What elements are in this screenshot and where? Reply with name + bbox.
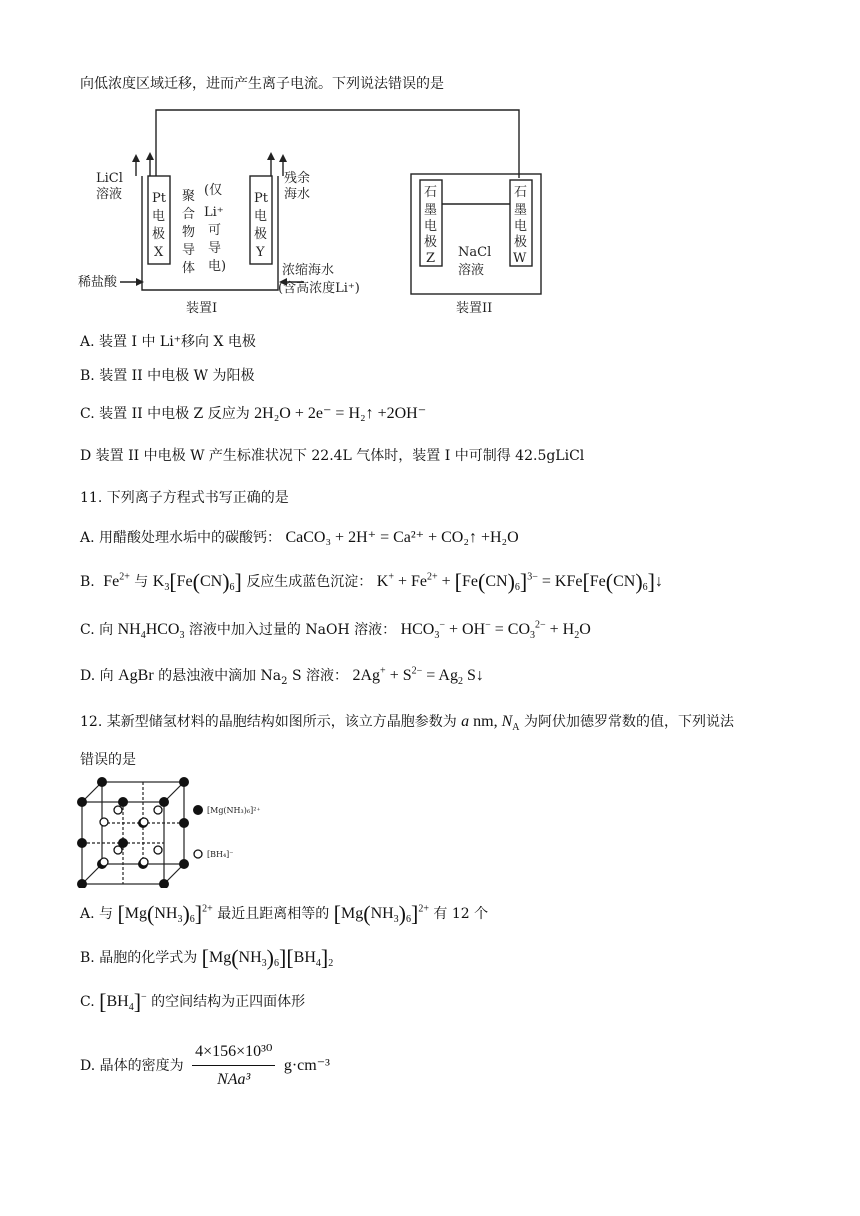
w-1: 石 (514, 185, 528, 200)
q11-a-prefix: A. 用醋酸处理水垢中的碳酸钙： (80, 530, 282, 546)
w-3: 电 (514, 219, 528, 234)
residual-label: 残余 (284, 171, 311, 186)
legend-mg: [Mg(NH₃)₆]²⁺ (207, 806, 261, 815)
licl-label: LiCl (96, 171, 123, 186)
q10-option-b: B. 装置 II 中电极 W 为阳极 (80, 368, 255, 384)
conc-note-label: (含高浓度Li⁺) (278, 281, 360, 296)
dilute-acid-label: 稀盐酸 (78, 275, 118, 290)
x-pt: Pt (152, 191, 166, 206)
z-3: 电 (424, 219, 438, 234)
q11-option-a (80, 528, 519, 548)
y-letter: Y (256, 245, 265, 260)
q10-c-prefix: C. 装置 II 中电极 Z 反应为 (80, 406, 250, 422)
z-1: 石 (424, 185, 438, 200)
w-2: 墨 (514, 203, 528, 218)
density-numerator: 4×156×10³⁰ (192, 1040, 275, 1066)
density-fraction (192, 1040, 275, 1092)
q12-option-a: A. 与 $[Mg(NH_3)_6]^{2+}$ 最近且距离相等的 $[Mg(NH_3)_6]^{2+}$ 有 12 个 (80, 901, 489, 926)
lionly-4: 导 (208, 241, 222, 256)
w-5: W (513, 251, 527, 266)
q11-d-prefix: D. 向 (80, 668, 114, 684)
q11-option-d: D. 向 AgBr 的悬浊液中滴加 $Na_2$ S 溶液： $2Ag^+ + S^{2-} = Ag_2$ S↓ (80, 665, 484, 688)
device-2-label: 装置II (456, 301, 493, 316)
electrochem-diagram (76, 104, 556, 320)
q10-option-c (80, 404, 426, 424)
density-unit: g·cm⁻³ (283, 1057, 330, 1074)
q11-d-mid2: S 溶液： (287, 668, 349, 684)
q10-c-equation: 2H₂O + 2e⁻ = H₂↑ +2OH⁻ (254, 405, 427, 422)
nacl-2: 溶液 (458, 263, 485, 278)
z-4: 极 (424, 235, 438, 250)
q10-option-a: A. 装置 I 中 Li⁺移向 X 电极 (80, 334, 256, 350)
poly-3: 物 (182, 225, 196, 240)
q12-stem1b: 为阿伏加德罗常数的值，下列说法 (523, 714, 734, 730)
lionly-1: (仅 (204, 183, 223, 198)
q10-option-d: D 装置 II 中电极 W 产生标准状况下 22.4L 气体时，装置 I 中可制得 42.5gLiCl (80, 448, 585, 464)
z-5: Z (426, 251, 436, 266)
q11-c-prefix: C. 向 (80, 622, 114, 638)
crystal-cell-diagram (76, 776, 276, 888)
poly-4: 导 (182, 243, 196, 258)
lionly-3: 可 (208, 223, 222, 238)
q11-stem: 11. 下列离子方程式书写正确的是 (80, 490, 289, 506)
intro-text: 向低浓度区域迁移，进而产生离子电流。下列说法错误的是 (80, 76, 444, 92)
q12-option-d (80, 1040, 330, 1092)
seawater-label: 海水 (284, 187, 311, 202)
q12-stem1: 12. 某新型储氢材料的晶胞结构如图所示，该立方晶胞参数为 (80, 714, 457, 730)
q12-option-b: B. 晶胞的化学式为 $[Mg(NH_3)_6][BH_4]_2$ (80, 945, 334, 970)
q12-c-prefix: C. (80, 994, 95, 1010)
y-pt: Pt (254, 191, 268, 206)
density-denominator: NAa³ (217, 1071, 251, 1088)
q12-b-prefix: B. 晶胞的化学式为 (80, 950, 198, 966)
lionly-5: 电) (208, 259, 227, 274)
poly-1: 聚 (182, 189, 196, 204)
q11-option-c: C. 向 $NH_4HCO_3$ 溶液中加入过量的 NaOH 溶液： $HCO_3^- + OH^- = CO_3^{2-} + H_2O$ (80, 619, 591, 642)
x-ji: 极 (152, 227, 166, 242)
q12-c-end: 的空间结构为正四面体形 (151, 994, 306, 1010)
z-2: 墨 (424, 203, 438, 218)
y-ji: 极 (254, 227, 268, 242)
poly-5: 体 (182, 261, 196, 276)
q11-b-text2: 反应生成蓝色沉淀： (246, 574, 373, 590)
q11-b-text1: 与 (134, 574, 149, 590)
legend-bh4: [BH₄]⁻ (207, 850, 234, 859)
nacl-1: NaCl (458, 245, 492, 260)
q12-a-mid: 最近且距离相等的 (217, 906, 330, 922)
q12-a-end: 有 12 个 (433, 906, 489, 922)
q12-a-prefix: A. 与 (80, 906, 114, 922)
q12-option-c: C. $[BH_4]^-$ 的空间结构为正四面体形 (80, 989, 306, 1014)
w-4: 极 (514, 235, 528, 250)
x-letter: X (154, 245, 164, 260)
device-1-label: 装置I (186, 301, 218, 316)
licl-label2: 溶液 (96, 187, 123, 202)
q11-option-b: B. $Fe^{2+}$ 与 $K_3[Fe(CN)_6]$ 反应生成蓝色沉淀： $K^+ + Fe^{2+} + [Fe(CN)_6]^{3-}$ = $KFe[Fe(CN)_6]↓$ (80, 569, 663, 594)
q12-d-prefix: D. 晶体的密度为 (80, 1058, 184, 1074)
q11-c-mid: 溶液中加入过量的 NaOH 溶液： (188, 622, 397, 638)
lionly-2: Li⁺ (204, 205, 224, 220)
q11-d-mid1: 的悬浊液中滴加 Na (158, 668, 282, 684)
q12-stem2: 错误的是 (80, 752, 136, 768)
q12-stem-line1: 12. 某新型储氢材料的晶胞结构如图所示，该立方晶胞参数为 a nm, $N_A$ 为阿伏加德罗常数的值，下列说法 (80, 713, 734, 734)
x-dian: 电 (152, 209, 166, 224)
conc-seawater-label: 浓缩海水 (282, 263, 335, 278)
poly-2: 合 (182, 207, 196, 222)
y-dian: 电 (254, 209, 268, 224)
q11-a-equation: CaCO₃ + 2H⁺ = Ca²⁺ + CO₂↑ +H₂O (285, 529, 519, 546)
q11-b-prefix: B. (80, 574, 95, 590)
